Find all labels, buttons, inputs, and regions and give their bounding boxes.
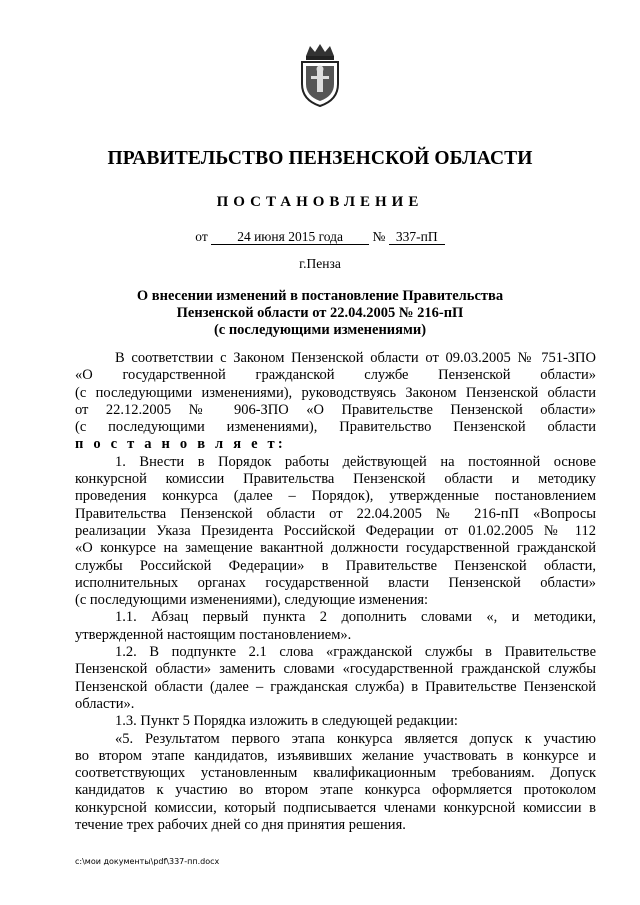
decree-word-text: п о с т а н о в л я е т: bbox=[75, 436, 286, 453]
document-date: 24 июня 2015 года bbox=[211, 229, 369, 245]
date-number-line bbox=[0, 229, 640, 245]
body-line: от 22.12.2005 № 906-ЗПО «О Правительстве Пензенской области» bbox=[75, 401, 596, 418]
body-line: 1.1. Абзац первый пункта 2 дополнить словами «, и методики, bbox=[115, 609, 596, 626]
document-number: 337-пП bbox=[389, 229, 445, 245]
body-line: исполнительных органах государственной власти Пензенской области» bbox=[75, 574, 596, 591]
city: г.Пенза bbox=[299, 256, 341, 271]
body-line: (с последующими изменениями), руководствуясь Законом Пензенской области bbox=[75, 384, 596, 401]
body-line: конкурсной комиссии, который подписывается членами конкурсной комиссии в bbox=[75, 799, 596, 816]
body-line: утвержденной настоящим постановлением». bbox=[75, 626, 352, 643]
body-line: кандидатов к участию во втором этапе конкурса оформляется протоколом bbox=[75, 782, 596, 799]
body-line: «5. Результатом первого этапа конкурса является допуск к участию bbox=[115, 730, 596, 747]
body-line: течение трех рабочих дней со дня принятия решения. bbox=[75, 817, 406, 834]
document-body bbox=[75, 350, 596, 834]
body-line: В соответствии с Законом Пензенской области от 09.03.2005 № 751-ЗПО bbox=[115, 350, 596, 366]
body-line: области». bbox=[75, 695, 135, 712]
body-line: реализации Указа Президента Российской Федерации от 01.02.2005 № 112 bbox=[75, 522, 596, 539]
government-title: ПРАВИТЕЛЬСТВО ПЕНЗЕНСКОЙ ОБЛАСТИ bbox=[107, 148, 533, 169]
body-line: (с последующими изменениями), Правительство Пензенской области bbox=[75, 419, 596, 436]
subject-title bbox=[0, 288, 640, 339]
body-line: 1.3. Пункт 5 Порядка изложить в следующей редакции: bbox=[115, 713, 458, 730]
document-type: ПОСТАНОВЛЕНИЕ bbox=[216, 194, 424, 210]
body-line: во втором этапе кандидатов, изъявивших желание участвовать в конкурсе и bbox=[75, 747, 596, 764]
body-line: Правительства Пензенской области от 22.04.2005 № 216-пП «Вопросы bbox=[75, 505, 596, 522]
subject-line: (с последующими изменениями) bbox=[213, 322, 427, 338]
subject-line: О внесении изменений в постановление Правительства bbox=[136, 288, 504, 304]
body-line: Пензенской области» заменить словами «государственной гражданской службы bbox=[75, 661, 596, 678]
date-prefix: от bbox=[195, 229, 208, 244]
body-line: (с последующими изменениями), следующие изменения: bbox=[75, 592, 429, 609]
body-line: службы Российской Федерации» в Правительстве Пензенской области, bbox=[75, 557, 596, 574]
body-line: проведения конкурса (далее – Порядок), утвержденные постановлением bbox=[75, 488, 596, 505]
body-line: Пензенской области (далее – гражданская служба) в Правительстве Пензенской bbox=[75, 678, 596, 695]
decree-word bbox=[75, 436, 596, 453]
body-line: «О государственной гражданской службе Пензенской области» bbox=[75, 367, 596, 384]
body-line: 1.2. В подпункте 2.1 слова «гражданской службы в Правительстве bbox=[115, 644, 596, 661]
coat-of-arms-icon bbox=[296, 42, 344, 108]
number-sign: № bbox=[372, 229, 386, 244]
body-line: 1. Внести в Порядок работы действующей на постоянной основе bbox=[115, 453, 596, 470]
body-line: конкурсной комиссии Правительства Пензенской области и методику bbox=[75, 471, 596, 488]
body-line: «О конкурсе на замещение вакантной должности государственной гражданской bbox=[75, 540, 596, 557]
body-line: соответствующих установленным квалификационным требованиям. Допуск bbox=[75, 765, 596, 782]
subject-line: Пензенской области от 22.04.2005 № 216-пП bbox=[176, 305, 464, 321]
file-path-footer: c:\мои документы\pdf\337-пп.docx bbox=[75, 857, 220, 866]
